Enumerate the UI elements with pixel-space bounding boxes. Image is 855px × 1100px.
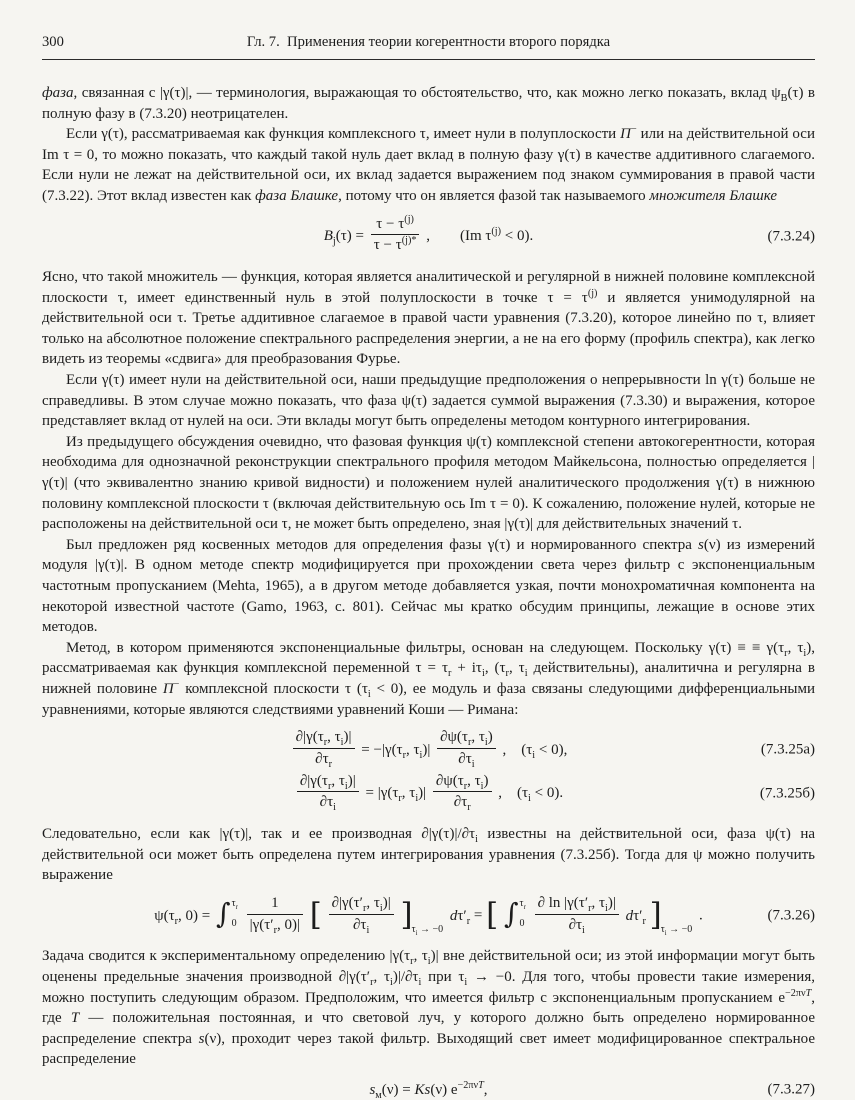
left-bracket: [ — [309, 897, 322, 934]
eq26-fraction-2 — [329, 894, 394, 935]
header-rule — [42, 59, 815, 60]
eq26-den-2: $\partial\tau_i$ — [353, 916, 370, 936]
integral-lower-limit: 0 — [519, 918, 525, 930]
eq24-number: (7.3.24) — [767, 228, 815, 245]
left-bracket: [ — [486, 897, 499, 934]
eq25b-fraction-right — [433, 772, 492, 813]
eq26-differential-1: $d\tau'_r$ — [449, 907, 471, 927]
cauchy-riemann-equations — [42, 730, 815, 814]
eq24-fraction — [371, 215, 420, 256]
eq25a-number: (7.3.25а) — [760, 742, 815, 759]
paragraph-3: Ясно, что такой множитель — функция, которая является аналитической и регулярной в нижней половине комплексной плоскости τ, имеет единственный нуль в этой полуплоскости в точке $\tau = \tau^{(j)}$ и является унимодулярной на действительной оси τ. Третье аддитивное слагаемое в правой части уравнения (7.3.20), которое линейно по τ, влияет только на абсолютное положение спектрального распределения энергии, а не на его форму (профиль спектра), как легко видеть из теоремы «сдвига» для преобразования Фурье. — [42, 269, 815, 368]
eq25a-fraction-left — [293, 728, 355, 769]
paragraph-5: Из предыдущего обсуждения очевидно, что фазовая функция ψ(τ) комплексной степени автокогерентности, которая необходима для однозначной реконструкции спектрального профиля методом Майкельсона, полностью определяется |γ(τ)| (что эквивалентно знанию кривой видности) и положением нулей аналитического продолжения γ(τ) в нижнюю половину комплексной плоскости τ (включая действительную ось Im τ = 0). К сожалению, положение нулей, которые не расположены на действительной оси τ, не может быть определено, зная |γ(τ)| для действительных значений τ. — [42, 433, 815, 533]
equation-7-3-24 — [42, 213, 815, 258]
eq26-period: . — [699, 907, 703, 924]
eq26-fraction-3 — [535, 894, 619, 935]
integral-upper-limit: $\tau_r$ — [231, 898, 238, 912]
running-head: Гл. 7. Применения теории когерентности второго порядка — [246, 34, 611, 50]
right-bracket: ] — [400, 897, 413, 934]
paragraph-9: Задача сводится к экспериментальному определению $|\gamma(\tau_r$, $\tau_i)|$ вне действительной оси; из этой информации могут быть оценены предельные значения производной $\partial|\gamma(\tau'_r$, $\tau_i)|/\partial\tau_i$ при $\tau_i \to -0$. Для того, чтобы провести такие измерения, можно поступить следующим образом. Предположим, что имеется фильтр с экспоненциальным пропусканием $e^{-2\pi\nu T}$, где T — положительная постоянная, и что световой луч, у которого должно быть определено нормированное распределение спектра s(ν), проходит через такой фильтр. Выходящий свет имеет модифицированное спектральное распределение — [42, 948, 815, 1068]
eq25b-middle: = $|\gamma(\tau_r$, $\tau_i)|$ — [365, 785, 427, 805]
eq25a-condition: , $(\tau_i < 0)$, — [502, 741, 568, 761]
eq26-differential-2: $d\tau'_r$ — [625, 907, 646, 927]
eq26-fraction-1 — [247, 894, 303, 935]
integral-sign: ∫ $\tau_r$ 0 — [216, 897, 238, 931]
eq26-number: (7.3.26) — [767, 907, 815, 924]
eq25b-num-left: $\partial|\gamma(\tau_r$, $\tau_i)|$ — [297, 772, 359, 793]
eq27-body: $s_м(\nu) = Ks(\nu)$ $e^{-2\pi\nu T}$, — [369, 1079, 488, 1100]
bracket-limit-2: τi → −0 — [660, 923, 693, 937]
eq25b-fraction-left — [297, 772, 359, 813]
equation-7-3-26 — [42, 896, 815, 937]
paragraph-7: Метод, в котором применяются экспоненциальные фильтры, основан на следующем. Поскольку γ(τ) ≡ ≡ $\gamma(\tau_r$, $\tau_i$), рассматриваемая как функция комплексной переменной $\tau = \tau_r + i\tau_i$, ($\tau_r$, $\tau_i$ действительны), аналитична и регулярна в нижней половине Π− комплексной плоскости τ $(\tau_i < 0)$, ее модуль и фаза связаны следующими дифференциальными уравнениями, которые являются следствиями уравнений Коши — Римана: — [42, 639, 816, 718]
equation-7-3-27 — [42, 1080, 815, 1100]
eq25a-middle: = $-|\gamma(\tau_r$, $\tau_i)|$ — [361, 741, 431, 761]
eq25a-num-left: $\partial|\gamma(\tau_r$, $\tau_i)|$ — [293, 728, 355, 749]
eq26-num-3: ∂ $\ln |\gamma(\tau'_r$, $\tau_i)|$ — [535, 894, 619, 915]
eq26-den-3: $\partial\tau_i$ — [568, 916, 585, 936]
page-number: 300 — [42, 34, 64, 50]
paragraph-8: Следовательно, если как |γ(τ)|, так и ее производная $\partial|\gamma(\tau)|/\partial\tau_i$ известны на действительной оси, фаза ψ(τ) на действительной оси может быть определена путем интегрирования уравнения (7.3.25б). Тогда для ψ можно получить выражение — [42, 826, 816, 884]
equation-7-3-25b — [42, 774, 815, 815]
paragraph-2: Если γ(τ), рассматриваемая как функция комплексного τ, имеет нули в полуплоскости Π− или на действительной оси Im τ = 0, то можно показать, что каждый такой нуль дает вклад в полную фазу γ(τ) в качестве аддитивного слагаемого. Если нули не лежат на действительной оси, их вклад задается выражением под знаком суммирования в правой части (7.3.22). Этот вклад известен как фаза Блашке, потому что он является фазой так называемого множителя Блашке — [42, 124, 815, 204]
eq24-lhs: $B_j(\tau)$ = — [323, 228, 364, 248]
eq26-lhs: $\psi(\tau_r$, 0) = — [154, 907, 211, 927]
paragraph-1: фаза, связанная с |γ(τ)|, — терминология, выражающая то обстоятельство, что, как можно легко показать, вклад $\psi_B(\tau)$ в полную фазу в (7.3.20) неотрицателен. — [42, 85, 815, 122]
eq25b-num-right: $\partial\psi(\tau_r$, $\tau_i$) — [433, 772, 492, 793]
equation-7-3-25a — [42, 730, 815, 771]
right-bracket: ] — [649, 897, 662, 934]
eq26-num-2: $\partial|\gamma(\tau'_r$, $\tau_i)|$ — [329, 894, 394, 915]
eq25a-den-left: $\partial\tau_r$ — [315, 750, 333, 770]
eq25b-number: (7.3.25б) — [759, 785, 815, 802]
eq24-condition: , (Im $\tau^{(j)} < 0$). — [426, 226, 534, 245]
eq26-den-1: $|\gamma(\tau'_r$, 0)| — [249, 916, 300, 936]
eq24-numerator: $\tau - \tau^{(j)}$ — [371, 215, 420, 236]
eq25a-fraction-right — [437, 728, 496, 769]
eq26-num-1: 1 — [247, 894, 303, 915]
integral-sign: ∫ $\tau_r$ 0 — [503, 897, 526, 931]
eq25a-num-right: $\partial\psi(\tau_r$, $\tau_i$) — [437, 728, 496, 749]
eq25b-den-right: $\partial\tau_r$ — [453, 794, 471, 814]
paragraph-4: Если γ(τ) имеет нули на действительной оси, наши предыдущие предположения о непрерывности ln γ(τ) больше не справедливы. В этом случае можно показать, что фаза ψ(τ) задается суммой выражения (7.3.30) и выражения, которое представляет вклад от нулей на оси. Эти вклады могут быть определены методом контурного интегрирования. — [42, 372, 815, 430]
eq24-denominator: $\tau - \tau^{(j)*}$ — [373, 235, 417, 254]
page-header — [42, 34, 815, 54]
eq25b-condition: , $(\tau_i < 0)$. — [498, 785, 564, 805]
eq25a-den-right: $\partial\tau_i$ — [458, 750, 475, 770]
eq27-number: (7.3.27) — [767, 1081, 815, 1098]
integral-upper-limit: $\tau_r$ — [519, 898, 526, 912]
page-body — [42, 83, 815, 1100]
eq25b-den-left: $\partial\tau_i$ — [319, 794, 336, 814]
bracket-limit-1: τi → −0 — [411, 923, 444, 937]
paragraph-6: Был предложен ряд косвенных методов для определения фазы γ(τ) и нормированного спектра s(ν) из измерений модуля |γ(τ)|. В одном методе спектр модифицируется при прохождении света через фильтр с экспоненциальным частотным пропусканием (Mehta, 1965), а в другом методе добавляется узкая, почти монохроматичная компонента на некоторой известной частоте (Gamo, 1963, с. 801). Сейчас мы кратко обсудим принципы, лежащие в основе этих методов. — [42, 536, 815, 636]
eq26-equals: = — [473, 907, 483, 924]
integral-lower-limit: 0 — [231, 918, 237, 930]
